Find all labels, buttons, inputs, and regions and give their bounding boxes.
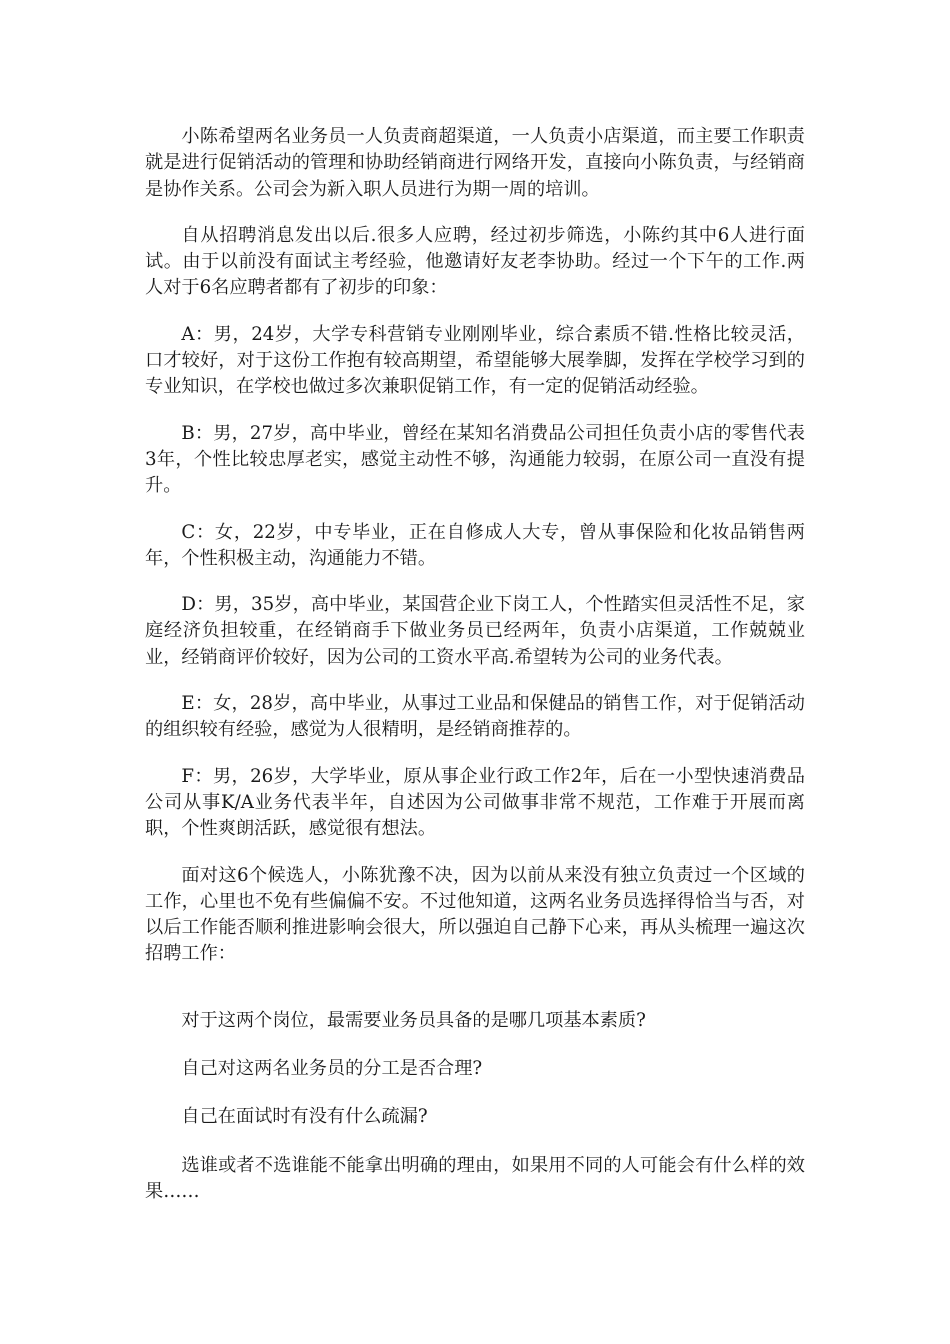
reflection-paragraph: 面对这6个候选人，小陈犹豫不决，因为以前从来没有独立负责过一个区域的工作，心里也不免有些偏偏不安。不过他知道，这两名业务员选择得恰当与否，对以后工作能否顺利推进影响会很大，所以强迫自己静下心来，再从头梳理一遍这次招聘工作： — [145, 864, 805, 965]
candidate-c-paragraph: C：女，22岁，中专毕业，正在自修成人大专，曾从事保险和化妆品销售两年，个性积极主动，沟通能力不错。 — [145, 521, 805, 569]
candidate-d-paragraph: D：男，35岁，高中毕业，某国营企业下岗工人，个性踏实但灵活性不足，家庭经济负担较重，在经销商手下做业务员已经两年，负责小店渠道，工作兢兢业业，经销商评价较好，因为公司的工资水平高.希望转为公司的业务代表。 — [145, 594, 805, 668]
question-item: 对于这两个岗位，最需要业务员具备的是哪几项基本素质? — [181, 1009, 646, 1031]
intro-paragraph: 小陈希望两名业务员一人负责商超渠道，一人负责小店渠道，而主要工作职责就是进行促销活动的管理和协助经销商进行网络开发，直接向小陈负责，与经销商是协作关系。公司会为新入职人员进行为期一周的培训。 — [145, 126, 805, 200]
candidate-b-paragraph: B：男，27岁，高中毕业，曾经在某知名消费品公司担任负责小店的零售代表3年，个性比较忠厚老实，感觉主动性不够，沟通能力较弱，在原公司一直没有提升。 — [145, 422, 805, 497]
question-item: 选谁或者不选谁能不能拿出明确的理由，如果用不同的人可能会有什么样的效果…… — [145, 1154, 805, 1202]
candidate-f-paragraph: F：男，26岁，大学毕业，原从事企业行政工作2年，后在一小型快速消费品公司从事K/A业务代表半年，自述因为公司做事非常不规范，工作难于开展而离职，个性爽朗活跃，感觉很有想法。 — [145, 765, 805, 840]
recruitment-paragraph: 自从招聘消息发出以后.很多人应聘，经过初步筛选，小陈约其中6人进行面试。由于以前没有面试主考经验，他邀请好友老李协助。经过一个下午的工作.两人对于6名应聘者都有了初步的印象： — [145, 224, 805, 299]
question-item: 自己对这两名业务员的分工是否合理? — [181, 1058, 483, 1080]
document-body — [145, 124, 805, 1227]
question-item: 自己在面试时有没有什么疏漏? — [181, 1106, 428, 1128]
candidate-e-paragraph: E：女，28岁，高中毕业，从事过工业品和保健品的销售工作，对于促销活动的组织较有经验，感觉为人很精明，是经销商推荐的。 — [145, 693, 805, 741]
candidate-a-paragraph: A：男，24岁，大学专科营销专业刚刚毕业，综合素质不错.性格比较灵活，口才较好，对于这份工作抱有较高期望，希望能够大展拳脚，发挥在学校学习到的专业知识，在学校也做过多次兼职促销工作，有一定的促销活动经验。 — [145, 323, 805, 398]
